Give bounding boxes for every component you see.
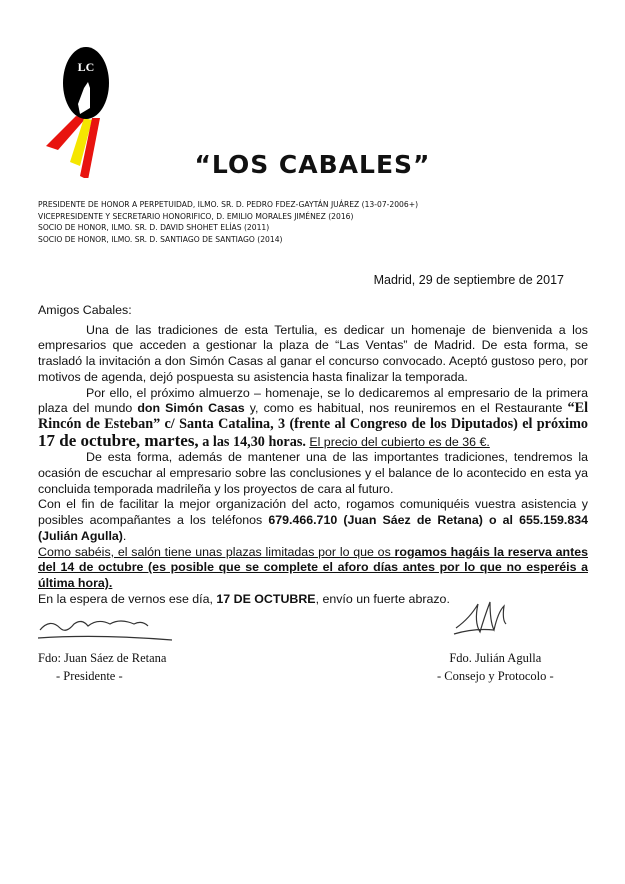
text: En la espera de vernos ese día, xyxy=(38,591,217,606)
venue: “El Rincón de Esteban” c/ Santa Catalina, 3 (frente al Congreso de los Diputados) el próximo xyxy=(38,400,589,432)
club-title: “LOS CABALES” xyxy=(194,150,431,179)
text: Con el fin de facilitar la mejor organización del acto, rogamos comuniquéis vuestra asistencia y posibles acompañantes a los teléfonos xyxy=(38,497,588,528)
honor-line: SOCIO DE HONOR, ILMO. SR. D. SANTIAGO DE SANTIAGO (2014) xyxy=(38,234,283,244)
text: Como sabéis, el salón tiene unas plazas limitadas por lo que os xyxy=(38,544,395,559)
paragraph-4 xyxy=(38,497,588,544)
paragraph-3: De esta forma, además de mantener una de las importantes tradiciones, tendremos la ocasión de escuchar al empresario sobre las conclusiones y el balance de lo acontecido en esta ya concluida temporada madrileña y los proyectos de cara al futuro. xyxy=(38,450,588,496)
signer-name: Fdo. Julián Agulla xyxy=(449,651,542,665)
honor-line: SOCIO DE HONOR, ILMO. SR. D. DAVID SHOHET ELÍAS (2011) xyxy=(38,223,270,232)
text: . xyxy=(122,528,127,543)
event-date: 17 DE OCTUBRE xyxy=(216,591,316,606)
signer-name: Fdo: Juan Sáez de Retana xyxy=(38,651,167,665)
event-time: a las 14,30 horas. xyxy=(198,433,306,450)
paragraph-5 xyxy=(38,545,588,592)
signature-julian xyxy=(450,598,520,647)
greeting: Amigos Cabales: xyxy=(38,303,132,317)
event-day: 17 de octubre, martes, xyxy=(38,430,199,450)
logo-text: LC xyxy=(77,60,95,74)
paragraph-2 xyxy=(38,386,588,451)
honoree-name: don Simón Casas xyxy=(137,401,245,416)
signer-role: - Presidente - xyxy=(56,669,123,683)
text: Por ello, el próximo almuerzo – homenaje, se lo dedicaremos al empresario de la primera plaza del mundo xyxy=(38,385,588,416)
honor-line: PRESIDENTE DE HONOR A PERPETUIDAD, ILMO. SR. D. PEDRO FDEZ-GAYTÁN JUÁREZ (13-07-2006+) xyxy=(38,200,419,209)
honor-line: VICEPRESIDENTE Y SECRETARIO HONORIFICO, D. EMILIO MORALES JIMÉNEZ (2016) xyxy=(38,211,354,221)
signature-juan xyxy=(36,612,176,647)
price: El precio del cubierto es de 36 €. xyxy=(309,434,490,449)
signer-role: - Consejo y Protocolo - xyxy=(437,669,554,683)
letter-body xyxy=(38,303,588,607)
reservation-deadline: rogamos hagáis la reserva antes del 14 de octubre (es posible que se complete el aforo días antes por lo que no esperéis a última hora). xyxy=(38,544,588,590)
paragraph-1: Una de las tradiciones de esta Tertulia, es dedicar un homenaje de bienvenida a los empresarios que acceden a gestionar la plaza de “Las Ventas” de Madrid. De esta forma, se trasladó la invitación a don Simón Casas al ganar el concurso convocado. Aceptó gustoso pero, por motivos de agenda, dejó pospuesta su asistencia hasta finalizar la temporada. xyxy=(38,322,588,384)
text: y, como es habitual, nos reuniremos en el Restaurante xyxy=(244,401,568,416)
signer-block xyxy=(437,649,554,685)
signer-block xyxy=(38,649,166,685)
honors-list xyxy=(38,199,418,245)
letter-date: Madrid, 29 de septiembre de 2017 xyxy=(373,273,564,287)
text: , envío un fuerte abrazo. xyxy=(315,591,450,606)
contact-phones: 679.466.710 (Juan Sáez de Retana) o al 655.159.834 (Julián Agulla) xyxy=(38,513,589,543)
